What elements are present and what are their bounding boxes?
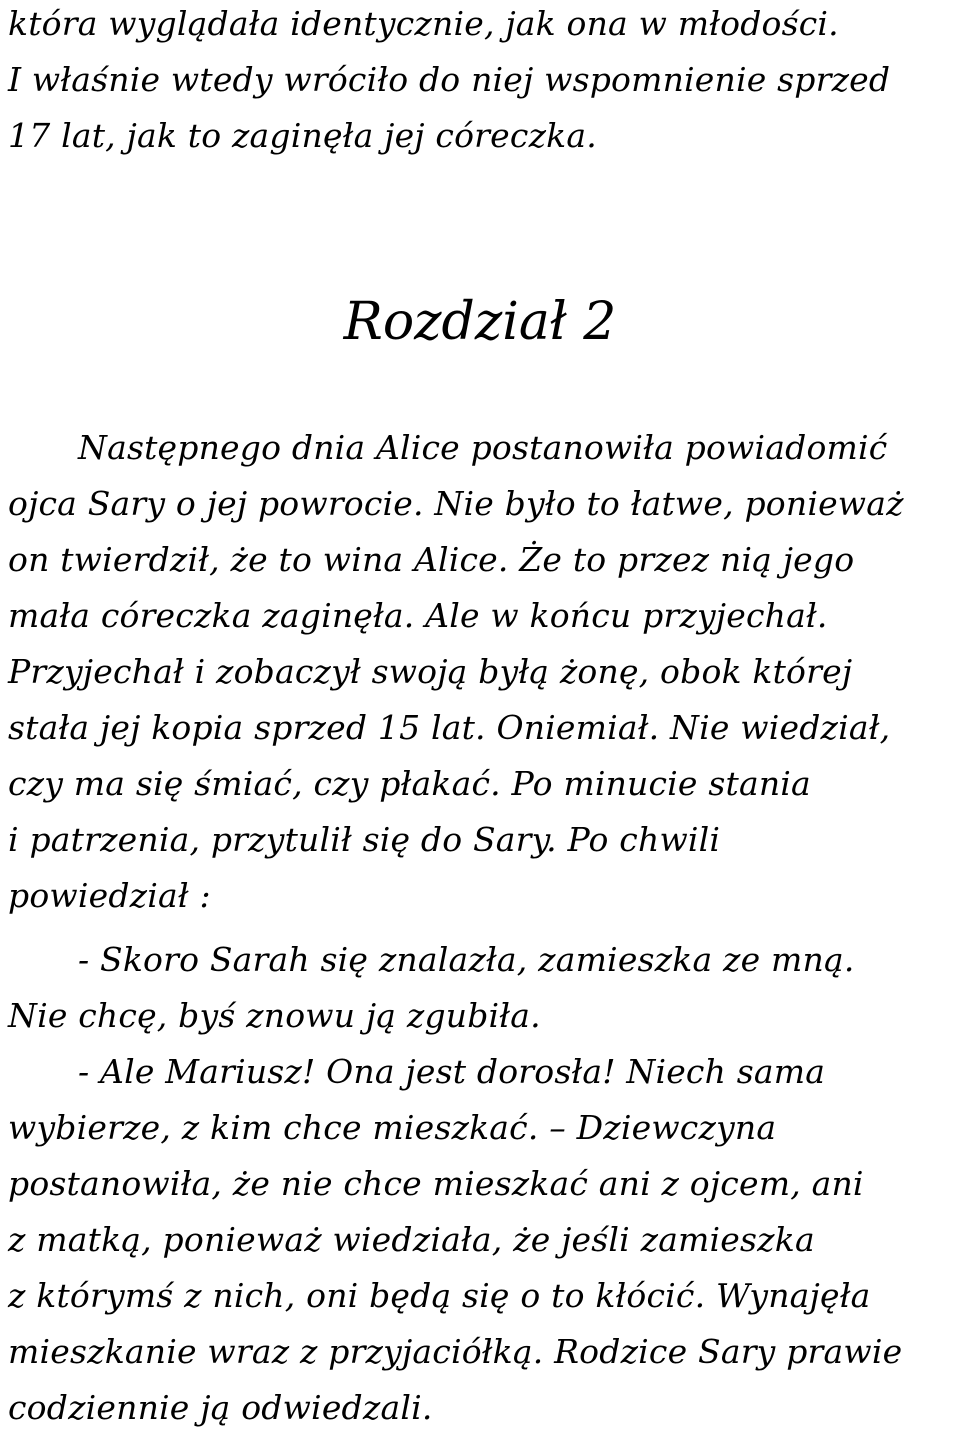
body-line-11: Nie chcę, byś znowu ją zgubiła.: [8, 996, 541, 1035]
body-line-15: z matką, ponieważ wiedziała, że jeśli zamieszka: [8, 1220, 815, 1259]
body-line-6: stała jej kopia sprzed 15 lat. Oniemiał. Nie wiedział,: [8, 708, 891, 747]
intro-line-2: I właśnie wtedy wróciło do niej wspomnienie sprzed: [8, 60, 891, 99]
intro-line-3: 17 lat, jak to zaginęła jej córeczka.: [8, 116, 597, 155]
body-line-2: ojca Sary o jej powrocie. Nie było to łatwe, ponieważ: [8, 484, 904, 523]
body-line-17: mieszkanie wraz z przyjaciółką. Rodzice Sary prawie: [8, 1332, 903, 1371]
body-line-4: mała córeczka zaginęła. Ale w końcu przyjechał.: [8, 596, 828, 635]
body-line-3: on twierdził, że to wina Alice. Że to przez nią jego: [8, 540, 855, 579]
body-line-9: powiedział :: [8, 876, 211, 915]
intro-line-1: która wyglądała identycznie, jak ona w młodości.: [8, 4, 839, 43]
body-line-16: z którymś z nich, oni będą się o to kłócić. Wynajęła: [8, 1276, 871, 1315]
body-line-8: i patrzenia, przytulił się do Sary. Po chwili: [8, 820, 721, 859]
body-line-7: czy ma się śmiać, czy płakać. Po minucie stania: [8, 764, 811, 803]
body-line-12: - Ale Mariusz! Ona jest dorosła! Niech sama: [78, 1052, 826, 1091]
body-line-1: Następnego dnia Alice postanowiła powiadomić: [78, 428, 888, 467]
body-line-5: Przyjechał i zobaczył swoją byłą żonę, obok której: [8, 652, 853, 691]
body-line-14: postanowiła, że nie chce mieszkać ani z ojcem, ani: [8, 1164, 864, 1203]
body-line-18: codziennie ją odwiedzali.: [8, 1388, 433, 1427]
body-line-13: wybierze, z kim chce mieszkać. – Dziewczyna: [8, 1108, 777, 1147]
body-line-10: - Skoro Sarah się znalazła, zamieszka ze mną.: [78, 940, 855, 979]
chapter-title: Rozdział 2: [343, 292, 617, 352]
